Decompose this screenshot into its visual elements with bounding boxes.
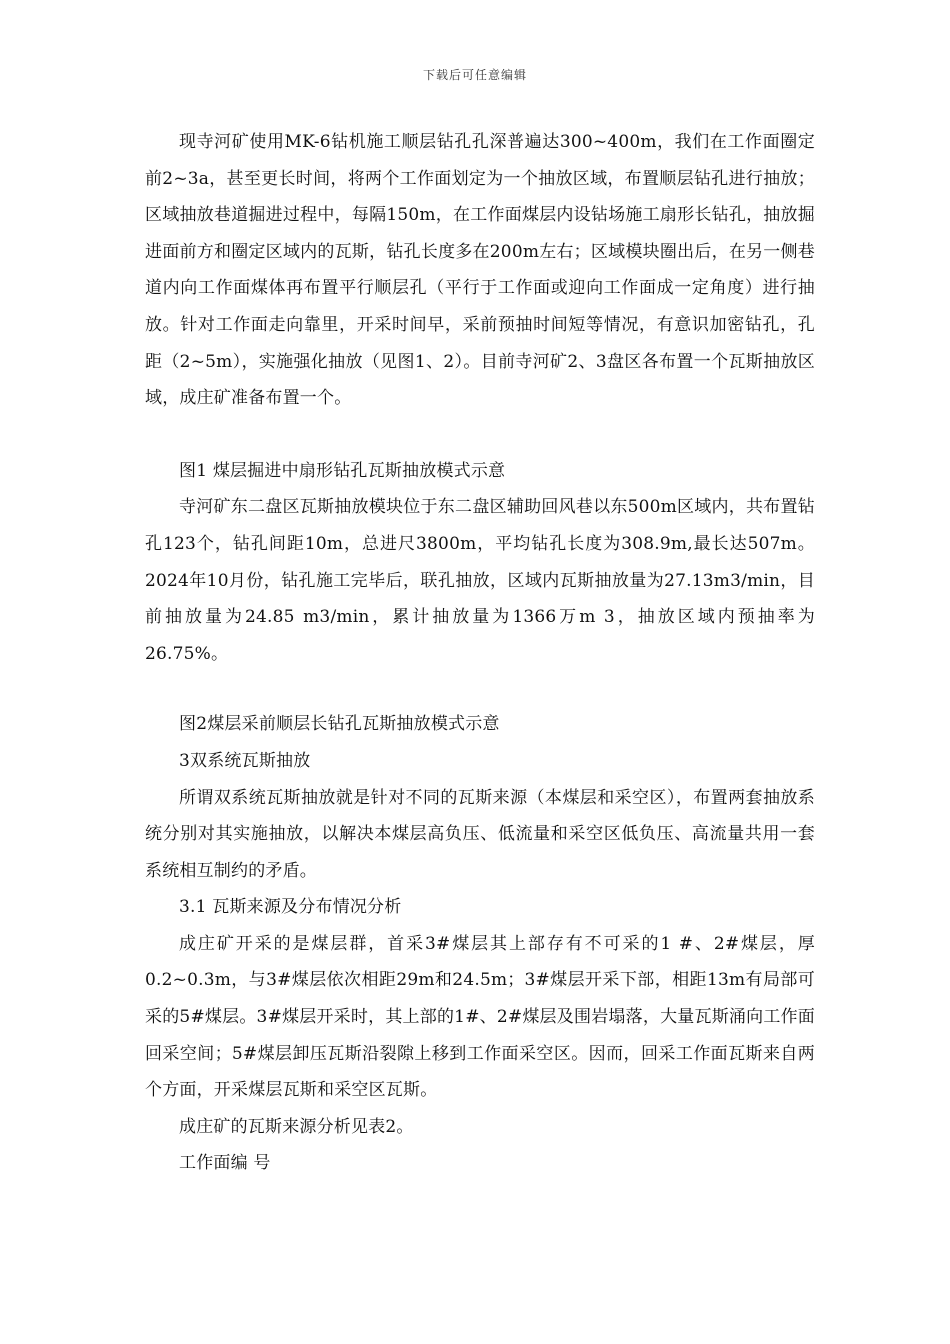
paragraph-east-panel-block: 寺河矿东二盘区瓦斯抽放模块位于东二盘区辅助回风巷以东500m区域内，共布置钻孔123个，钻孔间距10m，总进尺3800m，平均钻孔长度为308.9m,最长达507m。2024年10月份，钻孔施工完毕后，联孔抽放，区域内瓦斯抽放量为27.13m3/min，目前抽放量为24.85 m3/min，累计抽放量为1366万m 3，抽放区域内预抽率为26.75%。	[145, 497, 815, 664]
spacer	[145, 672, 815, 706]
figure-1-caption: 图1 煤层掘进中扇形钻孔瓦斯抽放模式示意	[179, 460, 506, 481]
paragraph-drilling-mode: 现寺河矿使用MK-6钻机施工顺层钻孔孔深普遍达300~400m，我们在工作面圈定前2~3a，甚至更长时间，将两个工作面划定为一个抽放区域，布置顺层钻孔进行抽放；区域抽放巷道掘进过程中，每隔150m，在工作面煤层内设钻场施工扇形长钻孔，抽放掘进面前方和圈定区域内的瓦斯，钻孔长度多在200m左右；区域模块圈出后，在另一侧巷道内向工作面煤体再布置平行顺层孔（平行于工作面或迎向工作面成一定角度）进行抽放。针对工作面走向靠里，开采时间早，采前预抽时间短等情况，有意识加密钻孔，孔距（2~5m），实施强化抽放（见图1、2）。目前寺河矿2、3盘区各布置一个瓦斯抽放区域，成庄矿准备布置一个。	[145, 132, 815, 409]
table-header-workface-number: 工作面编 号	[179, 1153, 271, 1174]
figure-2-caption: 图2煤层采前顺层长钻孔瓦斯抽放模式示意	[179, 714, 500, 735]
paragraph-gas-source-analysis: 成庄矿开采的是煤层群，首采3#煤层其上部存有不可采的1 #、2#煤层，厚0.2~0.3m，与3#煤层依次相距29m和24.5m；3#煤层开采下部，相距13m有局部可采的5#煤层。3#煤层开采时，其上部的1#、2#煤层及围岩塌落，大量瓦斯涌向工作面回采空间；5#煤层卸压瓦斯沿裂隙上移到工作面采空区。因而，回采工作面瓦斯来自两个方面，开采煤层瓦斯和采空区瓦斯。	[145, 933, 815, 1101]
section-3-heading: 3双系统瓦斯抽放	[179, 750, 311, 771]
paragraph-dual-system: 所谓双系统瓦斯抽放就是针对不同的瓦斯来源（本煤层和采空区），布置两套抽放系统分别对其实施抽放，以解决本煤层高负压、低流量和采空区低负压、高流量共用一套系统相互制约的矛盾。	[145, 787, 815, 881]
paragraph-table-reference: 成庄矿的瓦斯来源分析见表2。	[179, 1116, 414, 1137]
spacer	[145, 417, 815, 453]
document-body	[145, 124, 815, 1182]
section-3-1-heading: 3.1 瓦斯来源及分布情况分析	[179, 897, 402, 918]
page-header-note: 下载后可任意编辑	[422, 68, 527, 82]
